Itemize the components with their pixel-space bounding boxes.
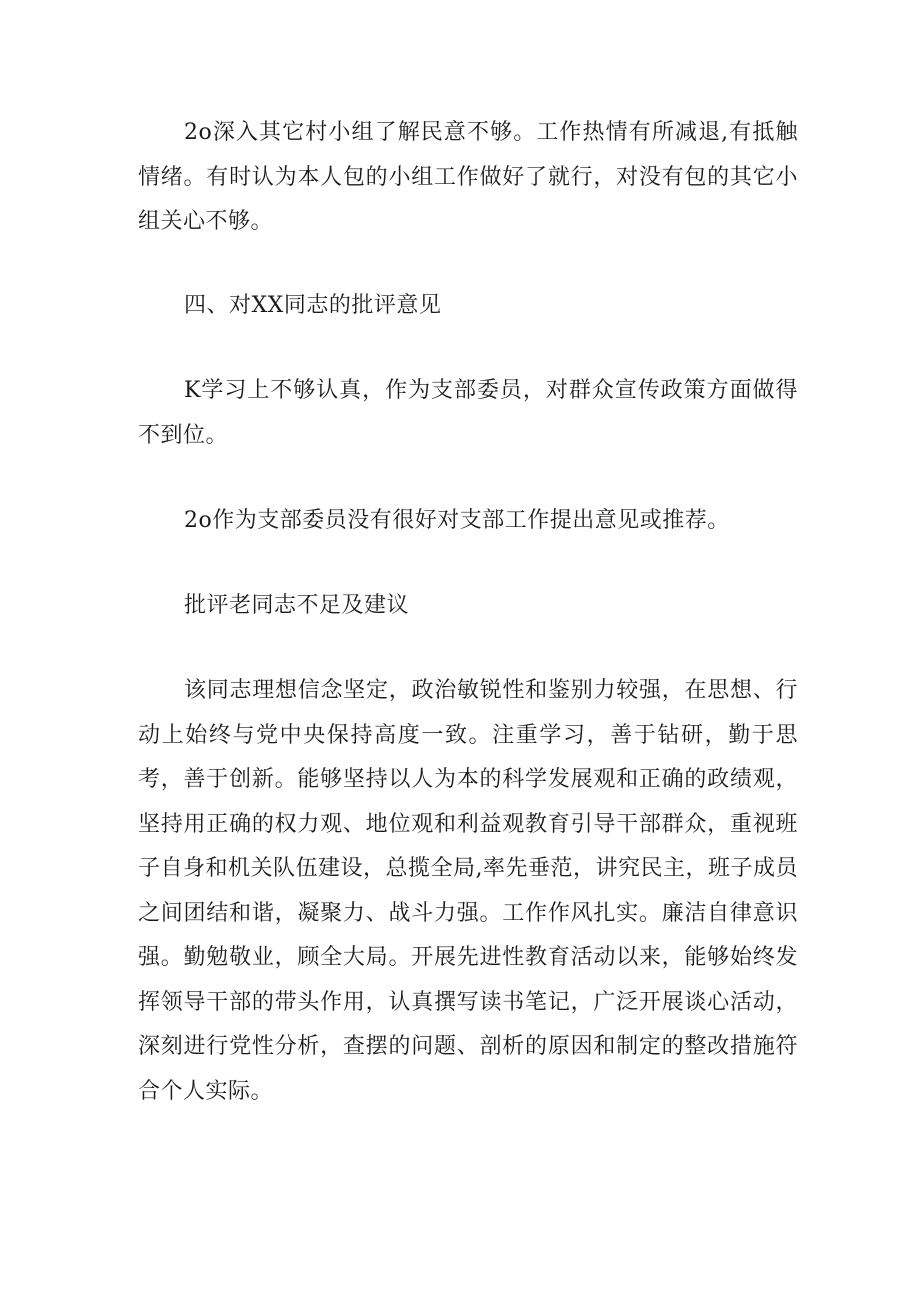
paragraph-criticism-2: 2o作为支部委员没有很好对支部工作提出意见或推荐。	[184, 508, 730, 533]
section-heading-suggestions: 批评老同志不足及建议	[184, 593, 410, 618]
section-heading-criticism: 四、对XX同志的批评意见	[184, 293, 442, 318]
paragraph-item-2-shortcoming: 2o深入其它村小组了解民意不够。工作热情有所减退,有抵触情绪。有时认为本人包的小组工作做好了就行，对没有包的其它小组关心不够。	[138, 120, 798, 234]
paragraph-criticism-1: K学习上不够认真，作为支部委员，对群众宣传政策方面做得不到位。	[138, 378, 798, 448]
paragraph-evaluation: 该同志理想信念坚定，政治敏锐性和鉴别力较强，在思想、行动上始终与党中央保持高度一致。注重学习，善于钻研，勤于思考，善于创新。能够坚持以人为本的科学发展观和正确的政绩观，坚持用正确的权力观、地位观和利益观教育引导干部群众，重视班子自身和机关队伍建设，总揽全局,率先垂范，讲究民主，班子成员之间团结和谐，凝聚力、战斗力强。工作作风扎实。廉洁自律意识强。勤勉敬业，顾全大局。开展先进性教育活动以来，能够始终发挥领导干部的带头作用，认真撰写读书笔记，广泛开展谈心活动，深刻进行党性分析，查摆的问题、剖析的原因和制定的整改措施符合个人实际。	[138, 678, 798, 1104]
